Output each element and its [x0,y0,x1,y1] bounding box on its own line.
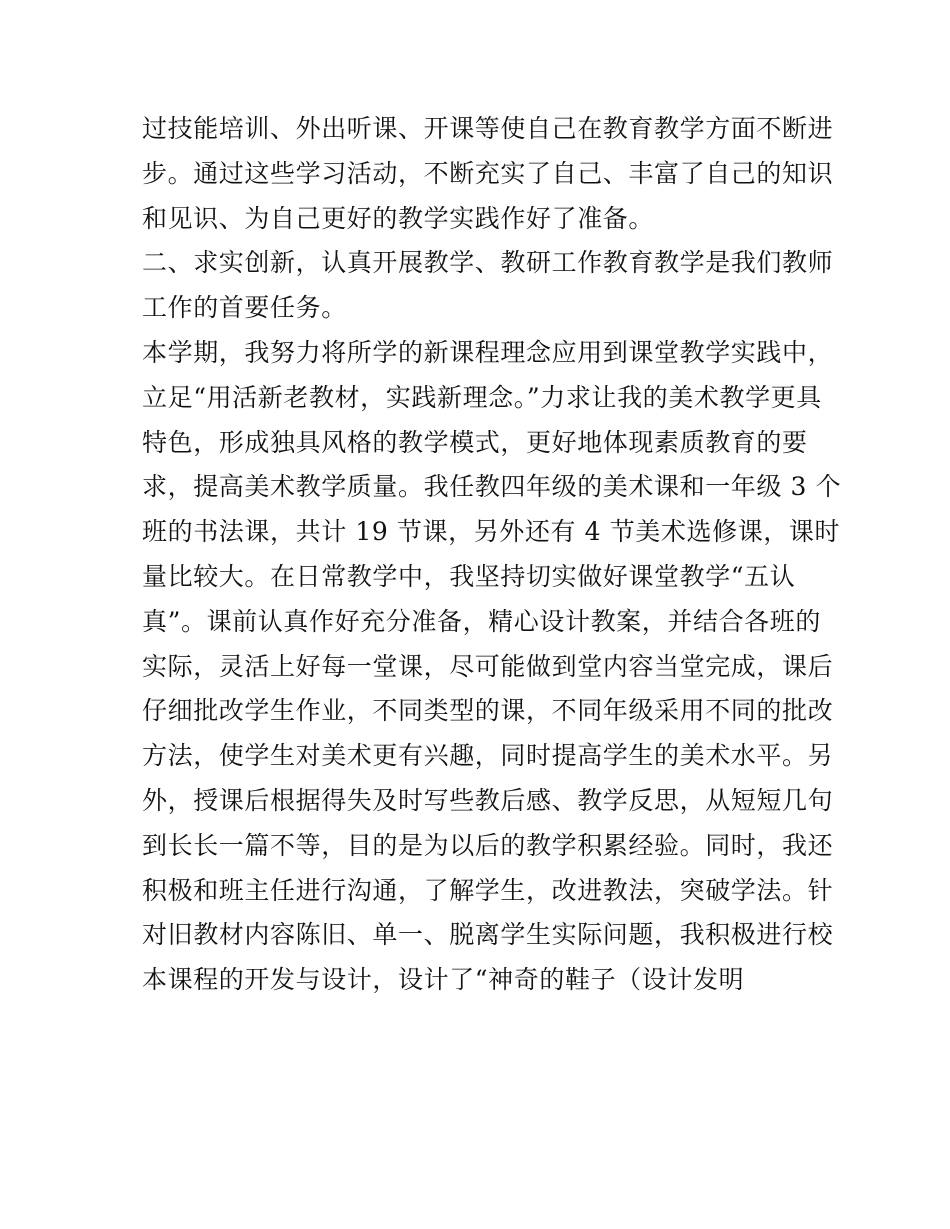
text-line: 到长长一篇不等，目的是为以后的教学积累经验。同时，我还 [142,830,834,860]
text-line: 和见识、为自己更好的教学实践作好了准备。 [142,203,655,233]
text-line: 立足“用活新老教材，实践新理念。”力求让我的美术教学更具 [142,382,822,412]
text-line: 外，授课后根据得失及时写些教后感、教学反思，从短短几句 [142,785,834,815]
text-line: 积极和班主任进行沟通，了解学生，改进教法，突破学法。针 [142,875,834,905]
text-line: 本学期，我努力将所学的新课程理念应用到课堂教学实践中， [142,337,834,367]
text-line: 求，提高美术教学质量。我任教四年级的美术课和一年级 3 个 [142,472,842,502]
body-text [142,107,842,1003]
text-line: 工作的首要任务。 [142,293,347,323]
text-line: 特色，形成独具风格的教学模式，更好地体现素质教育的要 [142,427,808,457]
text-line: 二、求实创新，认真开展教学、教研工作教育教学是我们教师 [142,248,834,278]
text-line: 实际，灵活上好每一堂课，尽可能做到堂内容当堂完成，课后 [142,651,834,681]
text-line: 步。通过这些学习活动，不断充实了自己、丰富了自己的知识 [142,158,834,188]
text-line: 本课程的开发与设计，设计了“神奇的鞋子（设计发明 [142,965,745,995]
text-line: 过技能培训、外出听课、开课等使自己在教育教学方面不断进 [142,114,834,143]
text-line: 仔细批改学生作业，不同类型的课，不同年级采用不同的批改 [142,696,834,726]
text-line: 对旧教材内容陈旧、单一、脱离学生实际问题，我积极进行校 [142,920,834,950]
text-line: 方法，使学生对美术更有兴趣，同时提高学生的美术水平。另 [142,741,834,771]
text-line: 量比较大。在日常教学中，我坚持切实做好课堂教学“五认 [142,561,796,591]
text-line: 班的书法课，共计 19 节课，另外还有 4 节美术选修课，课时 [142,517,841,547]
text-line: 真”。课前认真作好充分准备，精心设计教案，并结合各班的 [142,606,821,636]
